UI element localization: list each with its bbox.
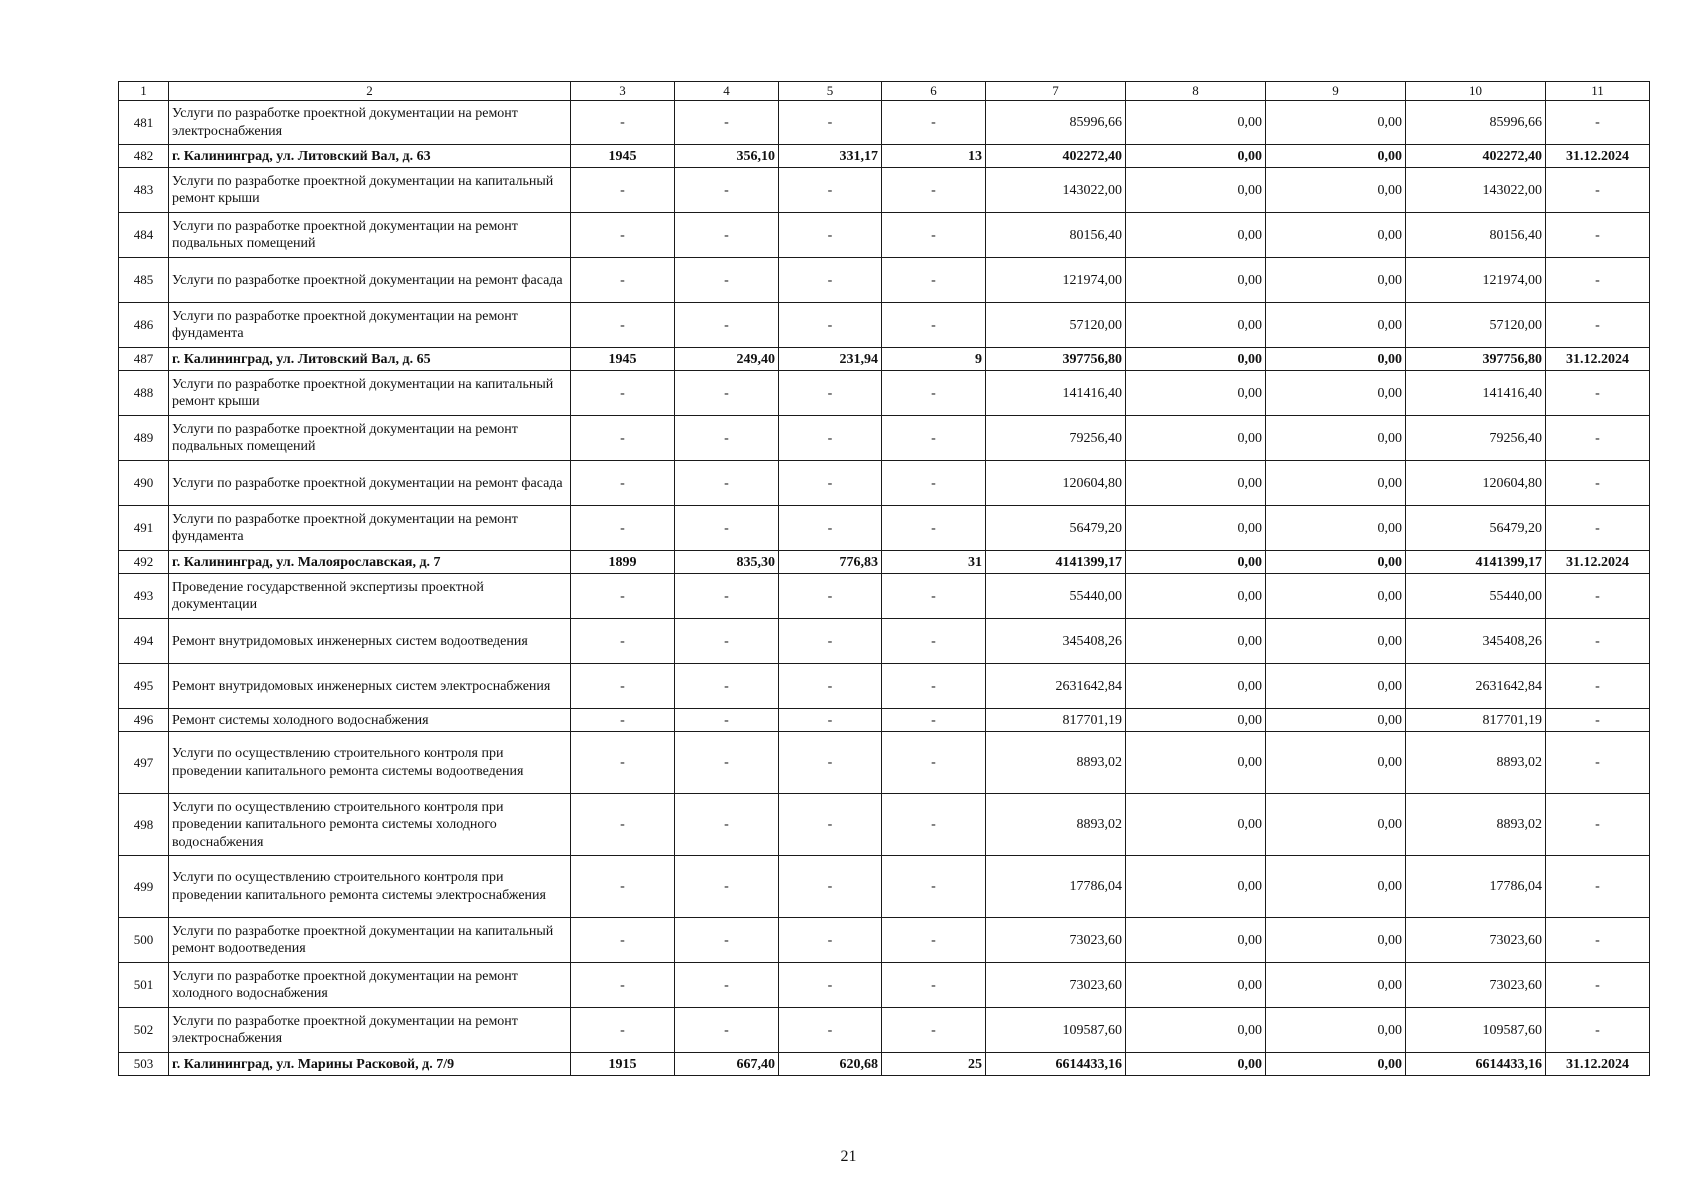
col-7-cell: 80156,40 xyxy=(986,213,1126,258)
work-item-row xyxy=(119,1008,1650,1053)
col-10-cell: 6614433,16 xyxy=(1406,1053,1546,1076)
col-4-cell: - xyxy=(675,574,779,619)
work-name-cell: Услуги по осуществлению строительного контроля при проведении капитального ремонта системы холодного водоснабжения xyxy=(169,794,571,856)
col-5-cell: - xyxy=(779,619,882,664)
col-9-cell: 0,00 xyxy=(1266,918,1406,963)
col-3-cell: - xyxy=(571,416,675,461)
col-8-cell: 0,00 xyxy=(1126,794,1266,856)
work-item-row xyxy=(119,168,1650,213)
col-3-cell: - xyxy=(571,168,675,213)
col-10-cell: 17786,04 xyxy=(1406,856,1546,918)
column-header: 9 xyxy=(1266,82,1406,101)
work-item-row xyxy=(119,732,1650,794)
col-7-cell: 345408,26 xyxy=(986,619,1126,664)
work-name-cell: Услуги по разработке проектной документации на ремонт холодного водоснабжения xyxy=(169,963,571,1008)
col-8-cell: 0,00 xyxy=(1126,213,1266,258)
col-9-cell: 0,00 xyxy=(1266,371,1406,416)
col-10-cell: 79256,40 xyxy=(1406,416,1546,461)
work-item-row xyxy=(119,619,1650,664)
work-item-row xyxy=(119,856,1650,918)
work-item-row xyxy=(119,371,1650,416)
col-7-cell: 17786,04 xyxy=(986,856,1126,918)
col-6-cell: 25 xyxy=(882,1053,986,1076)
col-11-cell: - xyxy=(1546,303,1650,348)
col-7-cell: 55440,00 xyxy=(986,574,1126,619)
col-3-cell: 1899 xyxy=(571,551,675,574)
col-7-cell: 79256,40 xyxy=(986,416,1126,461)
col-10-cell: 8893,02 xyxy=(1406,794,1546,856)
col-3-cell: 1945 xyxy=(571,348,675,371)
row-number-cell: 494 xyxy=(119,619,169,664)
col-5-cell: 331,17 xyxy=(779,145,882,168)
col-3-cell: - xyxy=(571,732,675,794)
col-3-cell: - xyxy=(571,101,675,145)
col-6-cell: - xyxy=(882,461,986,506)
column-header: 6 xyxy=(882,82,986,101)
work-name-cell: Услуги по разработке проектной документации на ремонт фундамента xyxy=(169,506,571,551)
col-3-cell: - xyxy=(571,574,675,619)
address-row xyxy=(119,145,1650,168)
col-9-cell: 0,00 xyxy=(1266,551,1406,574)
work-name-cell: Услуги по разработке проектной документации на капитальный ремонт крыши xyxy=(169,371,571,416)
col-4-cell: - xyxy=(675,856,779,918)
col-11-cell: - xyxy=(1546,168,1650,213)
col-11-cell: 31.12.2024 xyxy=(1546,551,1650,574)
col-8-cell: 0,00 xyxy=(1126,461,1266,506)
col-11-cell: 31.12.2024 xyxy=(1546,145,1650,168)
col-11-cell: - xyxy=(1546,461,1650,506)
address-row xyxy=(119,551,1650,574)
col-5-cell: - xyxy=(779,1008,882,1053)
program-table xyxy=(118,81,1650,1076)
column-header: 11 xyxy=(1546,82,1650,101)
row-number-cell: 485 xyxy=(119,258,169,303)
col-6-cell: - xyxy=(882,918,986,963)
col-11-cell: - xyxy=(1546,709,1650,732)
address-row xyxy=(119,348,1650,371)
col-8-cell: 0,00 xyxy=(1126,856,1266,918)
col-3-cell: - xyxy=(571,794,675,856)
col-4-cell: - xyxy=(675,506,779,551)
col-10-cell: 120604,80 xyxy=(1406,461,1546,506)
row-number-cell: 503 xyxy=(119,1053,169,1076)
work-item-row xyxy=(119,794,1650,856)
col-7-cell: 56479,20 xyxy=(986,506,1126,551)
col-6-cell: - xyxy=(882,732,986,794)
col-7-cell: 4141399,17 xyxy=(986,551,1126,574)
column-header: 3 xyxy=(571,82,675,101)
work-name-cell: Услуги по разработке проектной документации на ремонт подвальных помещений xyxy=(169,416,571,461)
work-item-row xyxy=(119,303,1650,348)
column-number-row xyxy=(119,82,1650,101)
col-6-cell: - xyxy=(882,168,986,213)
col-7-cell: 6614433,16 xyxy=(986,1053,1126,1076)
col-10-cell: 141416,40 xyxy=(1406,371,1546,416)
work-name-cell: г. Калининград, ул. Литовский Вал, д. 63 xyxy=(169,145,571,168)
col-4-cell: - xyxy=(675,258,779,303)
col-9-cell: 0,00 xyxy=(1266,794,1406,856)
row-number-cell: 482 xyxy=(119,145,169,168)
work-name-cell: Ремонт внутридомовых инженерных систем электроснабжения xyxy=(169,664,571,709)
col-6-cell: - xyxy=(882,1008,986,1053)
col-4-cell: 667,40 xyxy=(675,1053,779,1076)
col-9-cell: 0,00 xyxy=(1266,619,1406,664)
col-11-cell: - xyxy=(1546,258,1650,303)
col-8-cell: 0,00 xyxy=(1126,1053,1266,1076)
col-9-cell: 0,00 xyxy=(1266,709,1406,732)
col-9-cell: 0,00 xyxy=(1266,213,1406,258)
col-8-cell: 0,00 xyxy=(1126,1008,1266,1053)
col-5-cell: - xyxy=(779,101,882,145)
col-9-cell: 0,00 xyxy=(1266,303,1406,348)
col-10-cell: 109587,60 xyxy=(1406,1008,1546,1053)
col-11-cell: - xyxy=(1546,963,1650,1008)
col-6-cell: - xyxy=(882,709,986,732)
col-5-cell: - xyxy=(779,461,882,506)
col-9-cell: 0,00 xyxy=(1266,168,1406,213)
col-9-cell: 0,00 xyxy=(1266,1008,1406,1053)
work-name-cell: Проведение государственной экспертизы проектной документации xyxy=(169,574,571,619)
work-item-row xyxy=(119,574,1650,619)
col-3-cell: - xyxy=(571,303,675,348)
col-5-cell: 620,68 xyxy=(779,1053,882,1076)
col-7-cell: 73023,60 xyxy=(986,963,1126,1008)
work-name-cell: Услуги по разработке проектной документации на ремонт электроснабжения xyxy=(169,1008,571,1053)
col-6-cell: - xyxy=(882,101,986,145)
col-6-cell: - xyxy=(882,963,986,1008)
col-8-cell: 0,00 xyxy=(1126,258,1266,303)
table-body xyxy=(119,82,1650,1076)
col-10-cell: 345408,26 xyxy=(1406,619,1546,664)
col-8-cell: 0,00 xyxy=(1126,168,1266,213)
col-8-cell: 0,00 xyxy=(1126,551,1266,574)
work-name-cell: г. Калининград, ул. Марины Расковой, д. 7/9 xyxy=(169,1053,571,1076)
col-9-cell: 0,00 xyxy=(1266,145,1406,168)
col-7-cell: 2631642,84 xyxy=(986,664,1126,709)
work-name-cell: Ремонт системы холодного водоснабжения xyxy=(169,709,571,732)
col-10-cell: 8893,02 xyxy=(1406,732,1546,794)
col-3-cell: - xyxy=(571,461,675,506)
col-10-cell: 57120,00 xyxy=(1406,303,1546,348)
col-8-cell: 0,00 xyxy=(1126,732,1266,794)
col-4-cell: - xyxy=(675,709,779,732)
col-11-cell: - xyxy=(1546,619,1650,664)
col-11-cell: 31.12.2024 xyxy=(1546,1053,1650,1076)
work-item-row xyxy=(119,101,1650,145)
col-9-cell: 0,00 xyxy=(1266,258,1406,303)
work-name-cell: Услуги по разработке проектной документации на ремонт подвальных помещений xyxy=(169,213,571,258)
col-11-cell: - xyxy=(1546,1008,1650,1053)
col-3-cell: - xyxy=(571,918,675,963)
col-5-cell: - xyxy=(779,371,882,416)
col-11-cell: - xyxy=(1546,371,1650,416)
col-4-cell: - xyxy=(675,213,779,258)
work-name-cell: Ремонт внутридомовых инженерных систем водоотведения xyxy=(169,619,571,664)
col-11-cell: - xyxy=(1546,416,1650,461)
column-header: 1 xyxy=(119,82,169,101)
work-item-row xyxy=(119,918,1650,963)
work-name-cell: г. Калининград, ул. Малоярославская, д. 7 xyxy=(169,551,571,574)
work-name-cell: Услуги по разработке проектной документации на ремонт фундамента xyxy=(169,303,571,348)
col-4-cell: - xyxy=(675,101,779,145)
col-4-cell: - xyxy=(675,303,779,348)
col-5-cell: - xyxy=(779,574,882,619)
row-number-cell: 488 xyxy=(119,371,169,416)
col-10-cell: 80156,40 xyxy=(1406,213,1546,258)
col-8-cell: 0,00 xyxy=(1126,664,1266,709)
col-10-cell: 397756,80 xyxy=(1406,348,1546,371)
col-5-cell: - xyxy=(779,732,882,794)
col-5-cell: - xyxy=(779,303,882,348)
col-7-cell: 73023,60 xyxy=(986,918,1126,963)
col-9-cell: 0,00 xyxy=(1266,664,1406,709)
row-number-cell: 483 xyxy=(119,168,169,213)
col-9-cell: 0,00 xyxy=(1266,348,1406,371)
column-header: 2 xyxy=(169,82,571,101)
col-5-cell: - xyxy=(779,506,882,551)
col-3-cell: - xyxy=(571,709,675,732)
col-10-cell: 402272,40 xyxy=(1406,145,1546,168)
col-4-cell: 835,30 xyxy=(675,551,779,574)
col-8-cell: 0,00 xyxy=(1126,506,1266,551)
col-8-cell: 0,00 xyxy=(1126,619,1266,664)
col-7-cell: 402272,40 xyxy=(986,145,1126,168)
col-6-cell: - xyxy=(882,574,986,619)
col-9-cell: 0,00 xyxy=(1266,101,1406,145)
work-item-row xyxy=(119,258,1650,303)
col-4-cell: - xyxy=(675,1008,779,1053)
col-3-cell: - xyxy=(571,371,675,416)
column-header: 7 xyxy=(986,82,1126,101)
col-3-cell: - xyxy=(571,963,675,1008)
col-8-cell: 0,00 xyxy=(1126,145,1266,168)
col-7-cell: 85996,66 xyxy=(986,101,1126,145)
col-11-cell: 31.12.2024 xyxy=(1546,348,1650,371)
row-number-cell: 495 xyxy=(119,664,169,709)
col-11-cell: - xyxy=(1546,506,1650,551)
col-6-cell: - xyxy=(882,856,986,918)
col-10-cell: 121974,00 xyxy=(1406,258,1546,303)
col-4-cell: - xyxy=(675,794,779,856)
col-10-cell: 56479,20 xyxy=(1406,506,1546,551)
work-item-row xyxy=(119,461,1650,506)
col-11-cell: - xyxy=(1546,664,1650,709)
col-8-cell: 0,00 xyxy=(1126,574,1266,619)
col-3-cell: 1945 xyxy=(571,145,675,168)
col-6-cell: - xyxy=(882,213,986,258)
col-5-cell: - xyxy=(779,258,882,303)
col-8-cell: 0,00 xyxy=(1126,371,1266,416)
col-7-cell: 817701,19 xyxy=(986,709,1126,732)
col-10-cell: 73023,60 xyxy=(1406,963,1546,1008)
col-6-cell: - xyxy=(882,371,986,416)
col-5-cell: - xyxy=(779,963,882,1008)
col-6-cell: - xyxy=(882,794,986,856)
work-item-row xyxy=(119,506,1650,551)
column-header: 5 xyxy=(779,82,882,101)
work-item-row xyxy=(119,709,1650,732)
work-name-cell: Услуги по разработке проектной документации на капитальный ремонт водоотведения xyxy=(169,918,571,963)
work-name-cell: Услуги по разработке проектной документации на капитальный ремонт крыши xyxy=(169,168,571,213)
col-10-cell: 817701,19 xyxy=(1406,709,1546,732)
col-9-cell: 0,00 xyxy=(1266,574,1406,619)
col-8-cell: 0,00 xyxy=(1126,416,1266,461)
work-name-cell: г. Калининград, ул. Литовский Вал, д. 65 xyxy=(169,348,571,371)
row-number-cell: 481 xyxy=(119,101,169,145)
col-4-cell: 356,10 xyxy=(675,145,779,168)
work-name-cell: Услуги по осуществлению строительного контроля при проведении капитального ремонта системы электроснабжения xyxy=(169,856,571,918)
col-4-cell: - xyxy=(675,918,779,963)
col-7-cell: 8893,02 xyxy=(986,732,1126,794)
col-5-cell: - xyxy=(779,794,882,856)
col-3-cell: - xyxy=(571,1008,675,1053)
col-7-cell: 8893,02 xyxy=(986,794,1126,856)
col-5-cell: 231,94 xyxy=(779,348,882,371)
col-5-cell: - xyxy=(779,856,882,918)
col-9-cell: 0,00 xyxy=(1266,856,1406,918)
col-10-cell: 55440,00 xyxy=(1406,574,1546,619)
col-3-cell: - xyxy=(571,258,675,303)
col-3-cell: - xyxy=(571,856,675,918)
column-header: 4 xyxy=(675,82,779,101)
col-7-cell: 143022,00 xyxy=(986,168,1126,213)
col-5-cell: - xyxy=(779,168,882,213)
row-number-cell: 499 xyxy=(119,856,169,918)
col-11-cell: - xyxy=(1546,101,1650,145)
work-item-row xyxy=(119,963,1650,1008)
row-number-cell: 502 xyxy=(119,1008,169,1053)
col-8-cell: 0,00 xyxy=(1126,963,1266,1008)
col-7-cell: 141416,40 xyxy=(986,371,1126,416)
col-8-cell: 0,00 xyxy=(1126,918,1266,963)
row-number-cell: 492 xyxy=(119,551,169,574)
work-item-row xyxy=(119,664,1650,709)
work-name-cell: Услуги по разработке проектной документации на ремонт фасада xyxy=(169,461,571,506)
col-6-cell: 31 xyxy=(882,551,986,574)
col-4-cell: - xyxy=(675,416,779,461)
col-3-cell: - xyxy=(571,664,675,709)
col-9-cell: 0,00 xyxy=(1266,963,1406,1008)
row-number-cell: 500 xyxy=(119,918,169,963)
col-9-cell: 0,00 xyxy=(1266,416,1406,461)
col-3-cell: - xyxy=(571,619,675,664)
col-7-cell: 397756,80 xyxy=(986,348,1126,371)
col-6-cell: - xyxy=(882,664,986,709)
col-4-cell: - xyxy=(675,619,779,664)
row-number-cell: 491 xyxy=(119,506,169,551)
col-11-cell: - xyxy=(1546,918,1650,963)
row-number-cell: 487 xyxy=(119,348,169,371)
col-11-cell: - xyxy=(1546,856,1650,918)
col-7-cell: 57120,00 xyxy=(986,303,1126,348)
col-3-cell: 1915 xyxy=(571,1053,675,1076)
col-9-cell: 0,00 xyxy=(1266,506,1406,551)
col-6-cell: - xyxy=(882,303,986,348)
col-10-cell: 73023,60 xyxy=(1406,918,1546,963)
col-6-cell: - xyxy=(882,258,986,303)
col-7-cell: 109587,60 xyxy=(986,1008,1126,1053)
col-4-cell: - xyxy=(675,461,779,506)
page-number: 21 xyxy=(840,1148,857,1165)
row-number-cell: 498 xyxy=(119,794,169,856)
col-9-cell: 0,00 xyxy=(1266,732,1406,794)
row-number-cell: 501 xyxy=(119,963,169,1008)
work-name-cell: Услуги по разработке проектной документации на ремонт электроснабжения xyxy=(169,101,571,145)
col-4-cell: - xyxy=(675,664,779,709)
col-4-cell: - xyxy=(675,371,779,416)
col-9-cell: 0,00 xyxy=(1266,1053,1406,1076)
col-4-cell: - xyxy=(675,963,779,1008)
col-4-cell: - xyxy=(675,168,779,213)
col-11-cell: - xyxy=(1546,213,1650,258)
column-header: 10 xyxy=(1406,82,1546,101)
col-5-cell: - xyxy=(779,416,882,461)
col-7-cell: 120604,80 xyxy=(986,461,1126,506)
col-5-cell: - xyxy=(779,213,882,258)
col-8-cell: 0,00 xyxy=(1126,348,1266,371)
row-number-cell: 486 xyxy=(119,303,169,348)
col-5-cell: 776,83 xyxy=(779,551,882,574)
work-item-row xyxy=(119,416,1650,461)
col-5-cell: - xyxy=(779,918,882,963)
col-6-cell: - xyxy=(882,506,986,551)
row-number-cell: 497 xyxy=(119,732,169,794)
col-7-cell: 121974,00 xyxy=(986,258,1126,303)
col-5-cell: - xyxy=(779,664,882,709)
row-number-cell: 484 xyxy=(119,213,169,258)
row-number-cell: 490 xyxy=(119,461,169,506)
row-number-cell: 493 xyxy=(119,574,169,619)
col-3-cell: - xyxy=(571,213,675,258)
col-10-cell: 85996,66 xyxy=(1406,101,1546,145)
row-number-cell: 496 xyxy=(119,709,169,732)
col-10-cell: 2631642,84 xyxy=(1406,664,1546,709)
row-number-cell: 489 xyxy=(119,416,169,461)
work-name-cell: Услуги по осуществлению строительного контроля при проведении капитального ремонта системы водоотведения xyxy=(169,732,571,794)
col-6-cell: 13 xyxy=(882,145,986,168)
address-row xyxy=(119,1053,1650,1076)
col-10-cell: 143022,00 xyxy=(1406,168,1546,213)
col-6-cell: - xyxy=(882,416,986,461)
col-10-cell: 4141399,17 xyxy=(1406,551,1546,574)
col-6-cell: - xyxy=(882,619,986,664)
col-8-cell: 0,00 xyxy=(1126,709,1266,732)
work-item-row xyxy=(119,213,1650,258)
column-header: 8 xyxy=(1126,82,1266,101)
col-9-cell: 0,00 xyxy=(1266,461,1406,506)
col-11-cell: - xyxy=(1546,574,1650,619)
col-3-cell: - xyxy=(571,506,675,551)
work-name-cell: Услуги по разработке проектной документации на ремонт фасада xyxy=(169,258,571,303)
col-5-cell: - xyxy=(779,709,882,732)
col-6-cell: 9 xyxy=(882,348,986,371)
col-8-cell: 0,00 xyxy=(1126,303,1266,348)
col-4-cell: 249,40 xyxy=(675,348,779,371)
col-11-cell: - xyxy=(1546,794,1650,856)
col-8-cell: 0,00 xyxy=(1126,101,1266,145)
col-11-cell: - xyxy=(1546,732,1650,794)
col-4-cell: - xyxy=(675,732,779,794)
